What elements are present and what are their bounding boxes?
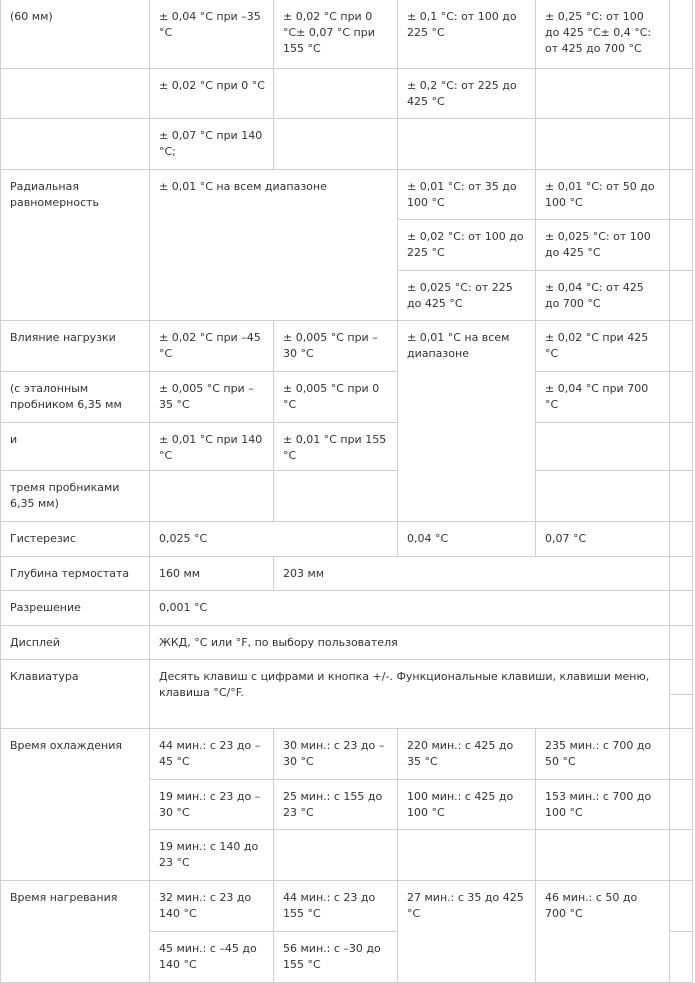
empty-cell [670, 626, 693, 660]
table-row [1, 119, 693, 170]
empty-cell [274, 830, 398, 881]
table-cell: ± 0,005 °C при –30 °C [274, 321, 398, 372]
table-cell: ± 0,02 °C при 0 °C [150, 69, 274, 119]
table-cell: 25 мин.: с 155 до 23 °C [274, 780, 398, 830]
table-cell: ± 0,04 °C при –35 °C [150, 0, 274, 69]
table-cell: 45 мин.: с –45 до 140 °C [150, 932, 274, 983]
table-cell: ± 0,005 °C при –35 °C [150, 372, 274, 423]
table-cell: 27 мин.: с 35 до 425 °C [398, 881, 536, 983]
table-row [1, 522, 693, 557]
table-cell: 235 мин.: с 700 до 50 °C [536, 729, 670, 780]
empty-cell [670, 372, 693, 423]
table-cell: ± 0,025 °C: от 100 до 425 °C [536, 220, 670, 271]
empty-cell [536, 69, 670, 119]
row-label: Глубина термостата [1, 557, 150, 591]
empty-cell [1, 119, 150, 170]
empty-cell [536, 423, 670, 471]
row-label: Время нагревания [1, 881, 150, 983]
empty-cell [670, 220, 693, 271]
row-label: (60 мм) [1, 0, 150, 69]
table-row [1, 626, 693, 660]
table-cell: 0,07 °C [536, 522, 670, 557]
table-cell: 0,04 °C [398, 522, 536, 557]
empty-cell [670, 557, 693, 591]
table-cell: ± 0,005 °C при 0 °C [274, 372, 398, 423]
empty-cell [670, 660, 693, 695]
empty-cell [670, 932, 693, 983]
empty-cell [670, 119, 693, 170]
table-cell: 44 мин.: с 23 до 155 °C [274, 881, 398, 932]
table-cell: ± 0,02 °C при 425 °C [536, 321, 670, 372]
table-cell: ± 0,01 °C: от 50 до 100 °C [536, 170, 670, 220]
table-row [1, 660, 693, 695]
row-label: Клавиатура [1, 660, 150, 729]
empty-cell [670, 830, 693, 881]
empty-cell [670, 471, 693, 522]
table-cell: 56 мин.: с –30 до 155 °C [274, 932, 398, 983]
empty-cell [536, 830, 670, 881]
table-row [1, 0, 693, 69]
table-row [1, 881, 693, 932]
table-row [1, 170, 693, 220]
table-cell: 100 мин.: с 425 до 100 °C [398, 780, 536, 830]
table-cell: ± 0,025 °C: от 225 до 425 °C [398, 271, 536, 321]
empty-cell [670, 170, 693, 220]
row-label: и [1, 423, 150, 471]
table-cell: ± 0,01 °C: от 35 до 100 °C [398, 170, 536, 220]
empty-cell [670, 271, 693, 321]
table-cell: 19 мин.: с 140 до 23 °C [150, 830, 274, 881]
empty-cell [670, 0, 693, 69]
empty-cell [670, 321, 693, 372]
row-label: Время охлаждения [1, 729, 150, 881]
row-label: Разрешение [1, 591, 150, 626]
table-cell: ± 0,04 °C: от 425 до 700 °C [536, 271, 670, 321]
empty-cell [670, 881, 693, 932]
table-cell: ± 0,1 °C: от 100 до 225 °C [398, 0, 536, 69]
table-cell: ЖКД, °C или °F, по выбору пользователя [150, 626, 670, 660]
empty-cell [274, 69, 398, 119]
table-cell: ± 0,02 °C при 0 °C± 0,07 °C при 155 °C [274, 0, 398, 69]
table-cell: ± 0,07 °C при 140 °C; [150, 119, 274, 170]
table-cell: 160 мм [150, 557, 274, 591]
empty-cell [670, 591, 693, 626]
empty-cell [670, 69, 693, 119]
empty-cell [398, 119, 536, 170]
table-cell: 30 мин.: с 23 до –30 °C [274, 729, 398, 780]
table-row [1, 321, 693, 372]
table-cell: ± 0,04 °C при 700 °C [536, 372, 670, 423]
table-cell: ± 0,25 °C: от 100 до 425 °C± 0,4 °C: от 425 до 700 °C [536, 0, 670, 69]
table-row [1, 423, 693, 471]
table-row [1, 557, 693, 591]
empty-cell [670, 729, 693, 780]
row-label: Радиальная равномерность [1, 170, 150, 321]
table-cell: 19 мин.: с 23 до –30 °C [150, 780, 274, 830]
table-row [1, 372, 693, 423]
empty-cell [150, 471, 274, 522]
table-cell: 220 мин.: с 425 до 35 °C [398, 729, 536, 780]
empty-cell [536, 119, 670, 170]
empty-cell [670, 695, 693, 729]
table-cell: ± 0,02 °C при –45 °C [150, 321, 274, 372]
empty-cell [536, 471, 670, 522]
table-cell: ± 0,01 °C при 140 °C [150, 423, 274, 471]
row-label: Дисплей [1, 626, 150, 660]
empty-cell [398, 830, 536, 881]
table-cell: 0,025 °C [150, 522, 398, 557]
table-cell: Десять клавиш с цифрами и кнопка +/-. Функциональные клавиши, клавиши меню, клавиша °C/°F. [150, 660, 670, 729]
empty-cell [670, 522, 693, 557]
table-cell: ± 0,01 °C при 155 °C [274, 423, 398, 471]
table-row [1, 729, 693, 780]
table-cell: 44 мин.: с 23 до –45 °C [150, 729, 274, 780]
row-label: Гистерезис [1, 522, 150, 557]
table-cell: 203 мм [274, 557, 670, 591]
empty-cell [670, 423, 693, 471]
row-label: Влияние нагрузки [1, 321, 150, 372]
table-cell: ± 0,01 °C на всем диапазоне [150, 170, 398, 321]
table-cell: 153 мин.: с 700 до 100 °C [536, 780, 670, 830]
table-cell: ± 0,2 °C: от 225 до 425 °C [398, 69, 536, 119]
table-cell: ± 0,01 °C на всем диапазоне [398, 321, 536, 522]
table-row [1, 69, 693, 119]
table-cell: 0,001 °C [150, 591, 670, 626]
empty-cell [274, 119, 398, 170]
table-cell: 32 мин.: с 23 до 140 °C [150, 881, 274, 932]
row-label: (с эталонным пробником 6,35 мм [1, 372, 150, 423]
empty-cell [1, 69, 150, 119]
table-row [1, 591, 693, 626]
row-label: тремя пробниками 6,35 мм) [1, 471, 150, 522]
table-cell: 46 мин.: с 50 до 700 °C [536, 881, 670, 983]
table-row [1, 471, 693, 522]
empty-cell [274, 471, 398, 522]
empty-cell [670, 780, 693, 830]
table-cell: ± 0,02 °C: от 100 до 225 °C [398, 220, 536, 271]
